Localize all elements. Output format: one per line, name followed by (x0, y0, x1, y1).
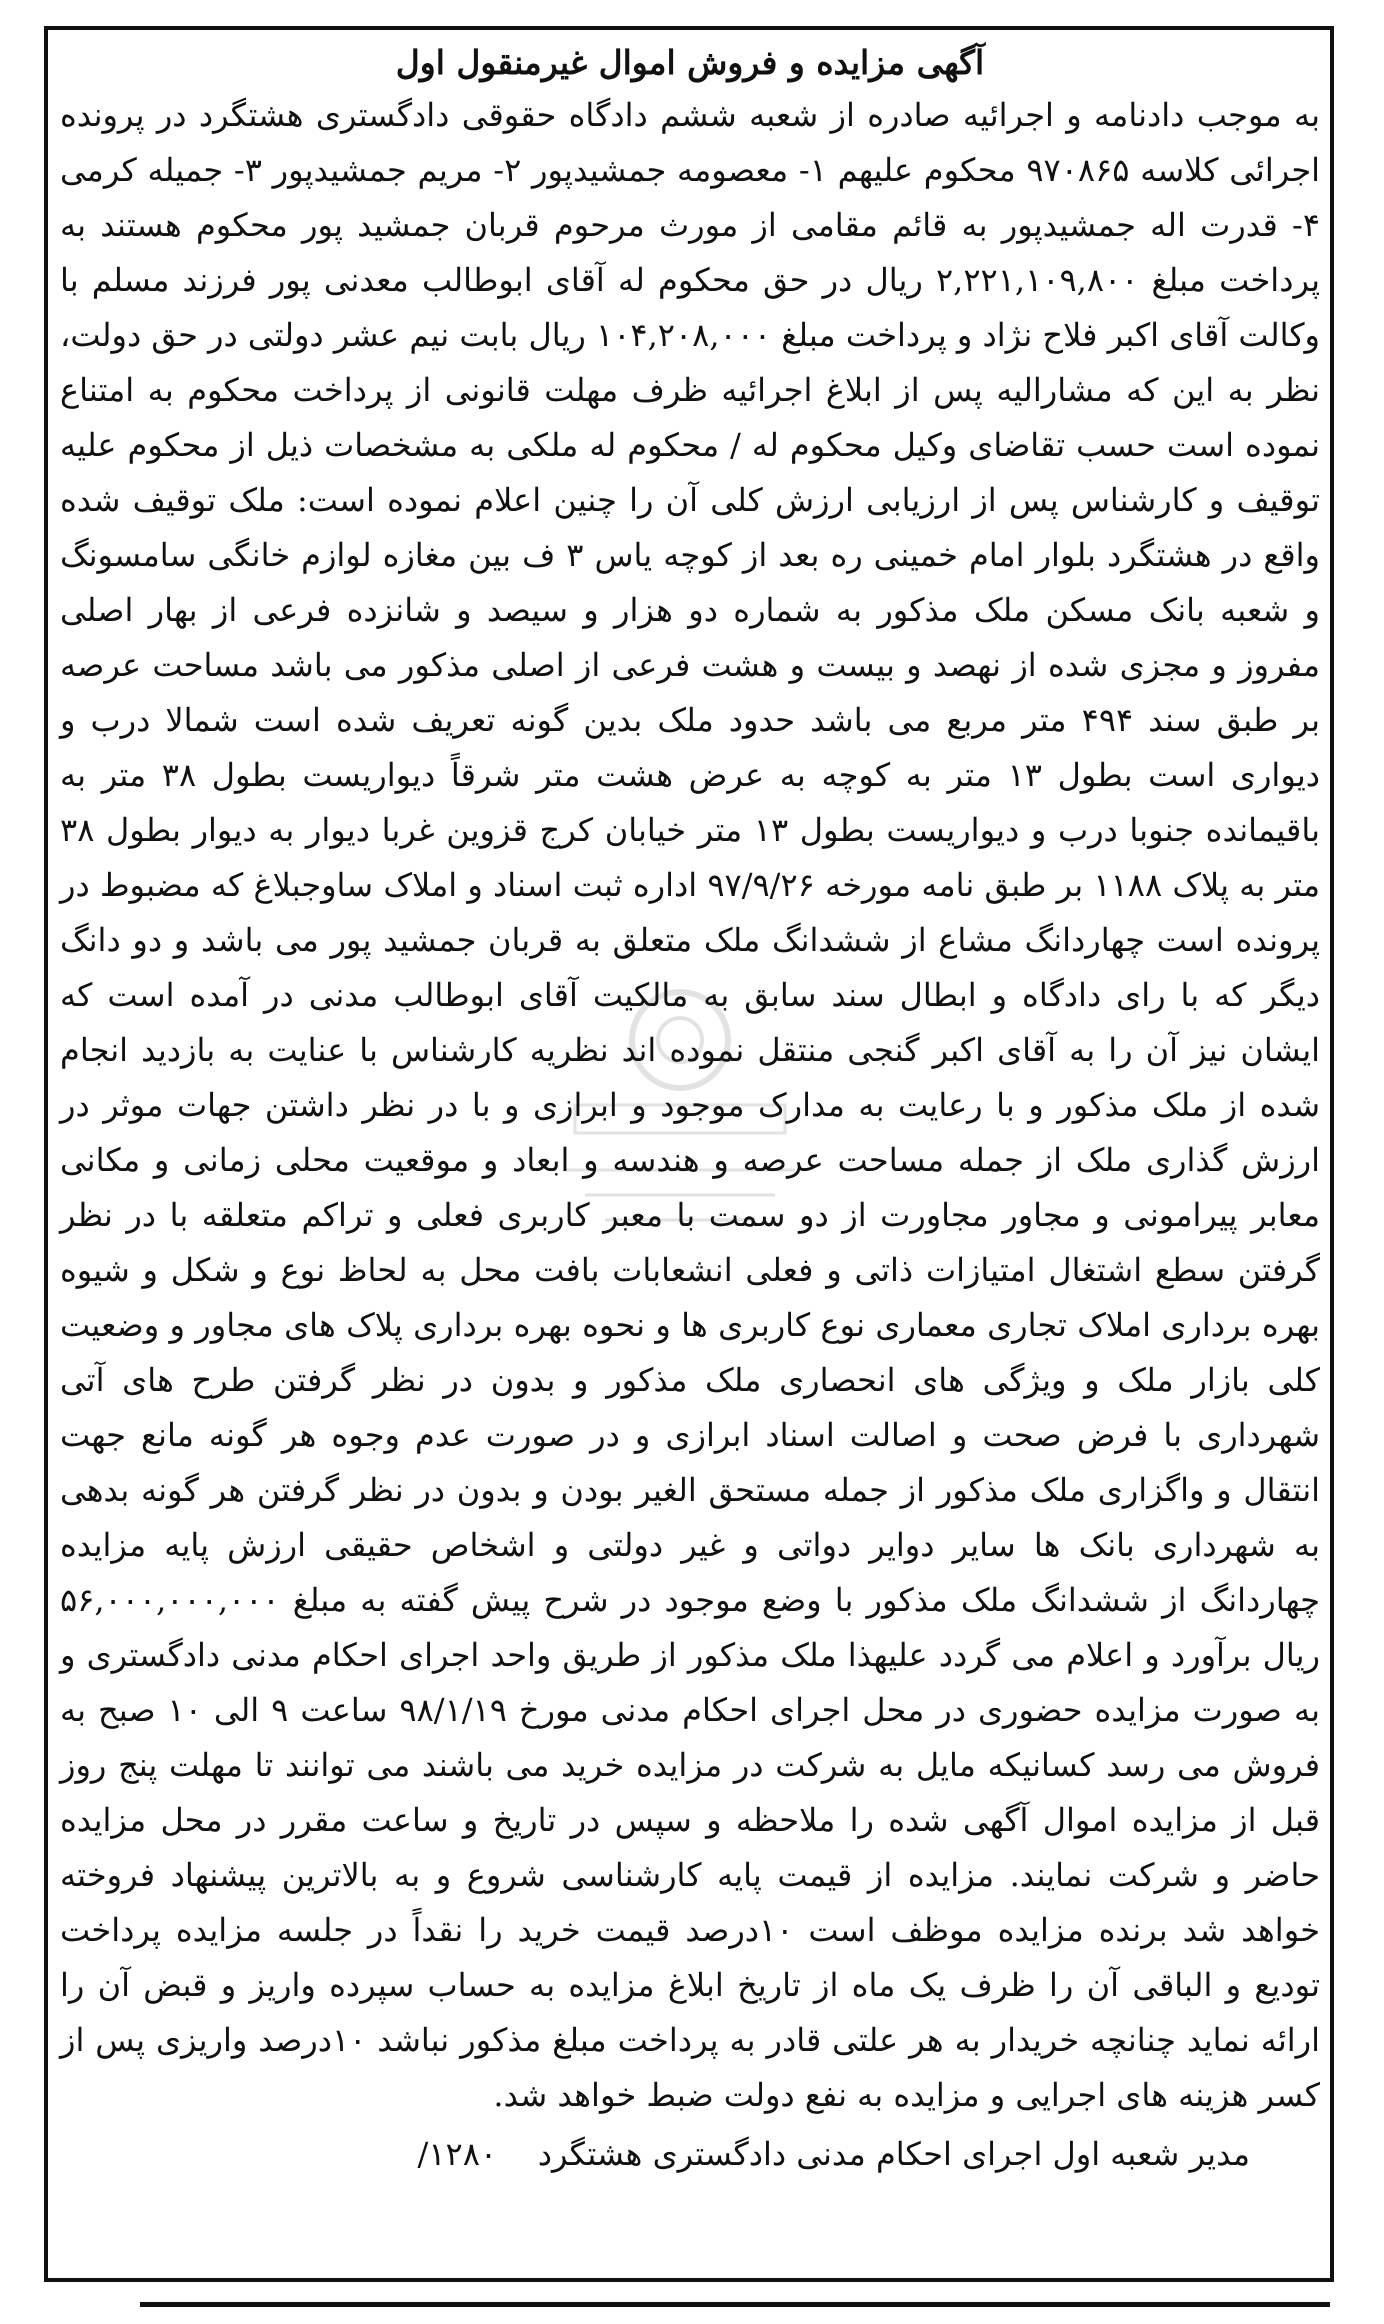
auction-notice (60, 40, 1320, 2182)
notice-signature (60, 2127, 1320, 2182)
notice-title: آگهی مزایده و فروش اموال غیرمنقول اول (395, 43, 985, 82)
notice-code: ۱۲۸۰/ (417, 2135, 498, 2173)
issuer-name: مدیر شعبه اول اجرای احکام مدنی دادگستری هشتگرد (537, 2135, 1250, 2173)
notice-body: به موجب دادنامه و اجرائیه صادره از شعبه ششم دادگاه حقوقی دادگستری هشتگرد در پرونده اجرائی کلاسه ۹۷۰۸۶۵ محکوم علیهم ۱- معصومه جمشیدپور ۲- مریم جمشیدپور ۳- جمیله کرمی ۴- قدرت اله جمشیدپور به قائم مقامی از مورث مرحوم قربان جمشید پور محکوم هستند به پرداخت مبلغ ۲,۲۲۱,۱۰۹,۸۰۰ ریال در حق محکوم له آقای ابوطالب معدنی پور فرزند مسلم با وکالت آقای اکبر فلاح نژاد و پرداخت مبلغ ۱۰۴,۲۰۸,۰۰۰ ریال بابت نیم عشر دولتی در حق دولت، نظر به این که مشارالیه پس از ابلاغ اجرائیه ظرف مهلت قانونی از پرداخت محکوم به امتناع نموده است حسب تقاضای وکیل محکوم له / محکوم له ملکی به مشخصات ذیل از محکوم علیه توقیف و کارشناس پس از ارزیابی ارزش کلی آن را چنین اعلام نموده است: ملک توقیف شده واقع در هشتگرد بلوار امام خمینی ره بعد از کوچه یاس ۳ ف بین مغازه لوازم خانگی سامسونگ و شعبه بانک مسکن ملک مذکور به شماره دو هزار و سیصد و شانزده فرعی از بهار اصلی مفروز و مجزی شده از نهصد و بیست و هشت فرعی از اصلی مذکور می باشد مساحت عرصه بر طبق سند ۴۹۴ متر مربع می باشد حدود ملک بدین گونه تعریف شده است شمالا درب و دیواری است بطول ۱۳ متر به کوچه به عرض هشت متر شرقاً دیواریست بطول ۳۸ متر به باقیمانده جنوبا درب و دیواریست بطول ۱۳ متر خیابان کرج قزوین غربا دیوار به دیوار بطول ۳۸ متر به پلاک ۱۱۸۸ بر طبق نامه مورخه ۹۷/۹/۲۶ اداره ثبت اسناد و املاک ساوجبلاغ که مضبوط در پرونده است چهاردانگ مشاع از ششدانگ ملک متعلق به قربان جمشید پور می باشد و دو دانگ دیگر که با رای دادگاه و ابطال سند سابق به مالکیت آقای ابوطالب مدنی در آمده است که ایشان نیز آن را به آقای اکبر گنجی منتقل نموده اند نظریه کارشناس با عنایت به بازدید انجام شده از ملک مذکور و با رعایت به مدارک موجود و ابرازی و با در نظر داشتن جهات موثر در ارزش گذاری ملک از جمله مساحت عرصه و هندسه و ابعاد و موقعیت محلی زمانی و مکانی معابر پیرامونی و مجاور مجاورت از دو سمت با معبر کاربری فعلی و تراکم متعلقه با در نظر گرفتن سطع اشتغال امتیازات ذاتی و فعلی انشعابات بافت محل به لحاظ نوع و شکل و شیوه بهره برداری املاک تجاری معماری نوع کاربری ها و نحوه بهره برداری پلاک های مجاور و وضعیت کلی بازار ملک و ویژگی های انحصاری ملک مذکور و بدون در نظر گرفتن طرح های آتی شهرداری با فرض صحت و اصالت اسناد ابرازی و در صورت عدم وجوه هر گونه مانع جهت انتقال و واگزاری ملک مذکور از جمله مستحق الغیر بودن و بدون در نظر گرفتن هر گونه بدهی به شهرداری بانک ها سایر دوایر دواتی و غیر دولتی و اشخاص حقیقی ارزش پایه مزایده چهاردانگ از ششدانگ ملک مذکور با وضع موجود در شرح پیش گفته به مبلغ ۵۶,۰۰۰,۰۰۰,۰۰۰ ریال برآورد و اعلام می گردد علیهذا ملک مذکور از طریق واحد اجرای احکام مدنی دادگستری و به صورت مزایده حضوری در محل اجرای احکام مدنی مورخ ۹۸/۱/۱۹ ساعت ۹ الی ۱۰ صبح به فروش می رسد کسانیکه مایل به شرکت در مزایده خرید می باشند می توانند تا مهلت پنج روز قبل از مزایده اموال آگهی شده را ملاحظه و سپس در تاریخ و ساعت مقرر در محل مزایده حاضر و شرکت نمایند. مزایده از قیمت پایه کارشناسی شروع و به بالاترین پیشنهاد فروخته خواهد شد برنده مزایده موظف است ۱۰درصد قیمت خرید را نقداً در جلسه مزایده پرداخت تودیع و الباقی آن را ظرف یک ماه از تاریخ ابلاغ مزایده به حساب سپرده واریز و قبض آن را ارائه نماید چنانچه خریدار به هر علتی قادر به پرداخت مبلغ مذکور نباشد ۱۰درصد واریزی پس از کسر هزینه های اجرایی و مزایده به نفع دولت ضبط خواهد شد. (60, 96, 1321, 2114)
footer-divider (140, 2302, 1330, 2307)
